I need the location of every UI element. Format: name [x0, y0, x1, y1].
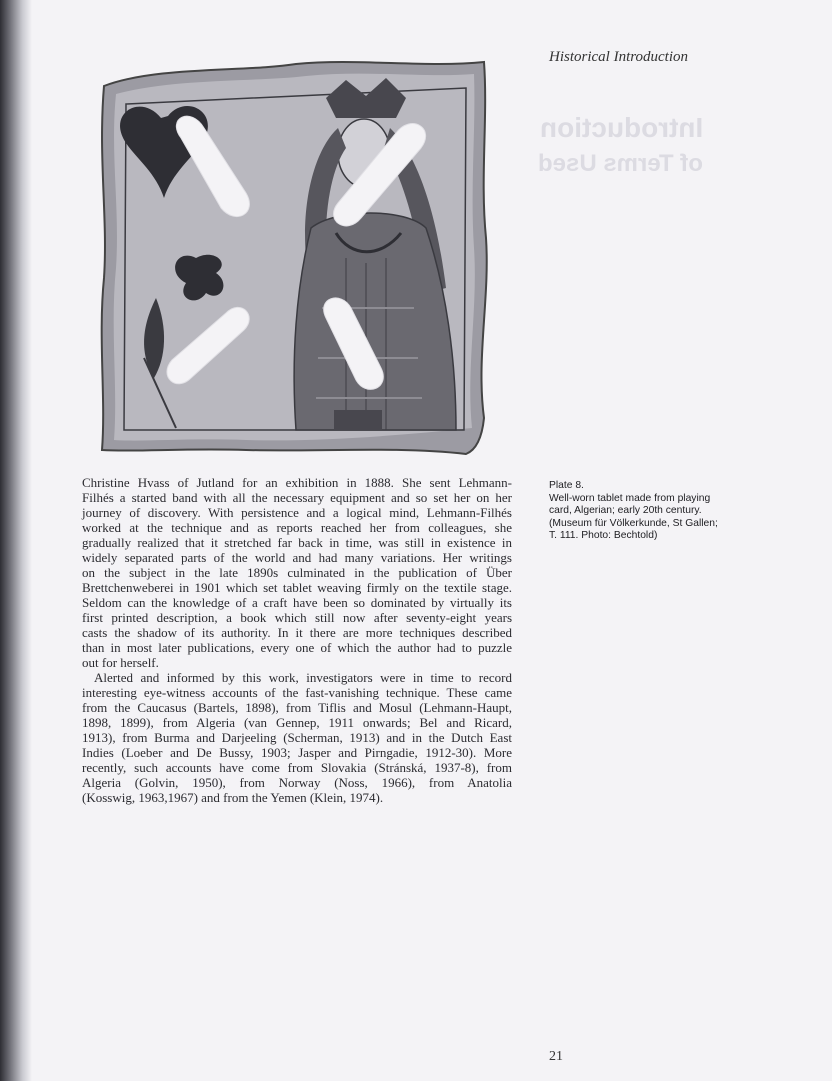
playing-card-tablet-image: [96, 58, 490, 456]
plate-caption: [549, 480, 759, 543]
text-line: gradually realized that it stretched far back in time, was still in existence in: [82, 535, 512, 550]
text-line: Brettchenweberei in 1901 which set tablet weaving firmly on the textile stage.: [82, 580, 512, 595]
text-line: than in most later publications, every one of which the author had to puzzle: [82, 640, 512, 655]
text-line: Filhés a started band with all the necessary equipment and so set her on her: [82, 490, 512, 505]
text-line: casts the shadow of its authority. In it there are more techniques described: [82, 625, 512, 640]
text-line: on the subject in the late 1890s culminated in the publication of Über: [82, 565, 512, 580]
text-line: Christine Hvass of Jutland for an exhibition in 1888. She sent Lehmann-: [82, 475, 512, 490]
text-line: interesting eye-witness accounts of the fast-vanishing technique. These came: [82, 685, 512, 700]
running-head: Historical Introduction: [549, 49, 689, 65]
show-through-text: of Terms Used: [538, 150, 703, 177]
page-number: 21: [549, 1049, 563, 1064]
paragraph-1: [82, 475, 512, 670]
paragraph-2: [82, 670, 512, 805]
page-gutter-shadow: [0, 0, 32, 1081]
text-line: worked at the technique and as reports reached her from colleagues, she: [82, 520, 512, 535]
text-line: out for herself.: [82, 655, 159, 670]
caption-line: T. 111. Photo: Bechtold): [549, 530, 658, 541]
caption-line: Well-worn tablet made from playing: [549, 492, 711, 504]
show-through-text: Introduction: [540, 112, 704, 143]
text-line: widely separated parts of the world and had many variations. Her writings: [82, 550, 512, 565]
text-line: Algeria (Golvin, 1950), from Norway (Noss, 1966), from Anatolia: [82, 775, 512, 790]
text-line: recently, such accounts have come from Slovakia (Stránská, 1937-8), from: [82, 760, 512, 775]
caption-line: (Museum für Völkerkunde, St Gallen;: [549, 517, 718, 529]
caption-line: Plate 8.: [549, 480, 584, 491]
text-line: 1913), from Burma and Darjeeling (Scherman, 1913) and in the Dutch East: [82, 730, 512, 745]
body-text: [82, 475, 512, 805]
text-line: first printed description, a book which still now after seventy-eight years: [82, 610, 512, 625]
text-line: 1898, 1899), from Algeria (van Gennep, 1911 onwards; Bel and Ricard,: [82, 715, 512, 730]
text-line: Indies (Loeber and De Bussy, 1903; Jasper and Pirngadie, 1912-30). More: [82, 745, 512, 760]
text-line: journey of discovery. With persistence and a logical mind, Lehmann-Filhés: [82, 505, 512, 520]
text-line: Seldom can the knowledge of a craft have been so dominated by virtually its: [82, 595, 512, 610]
plate-image: [96, 58, 490, 456]
text-line: Alerted and informed by this work, investigators were in time to record: [94, 670, 512, 685]
caption-line: card, Algerian; early 20th century.: [549, 505, 702, 516]
text-line: from the Caucasus (Bartels, 1898), from Tiflis and Mosul (Lehmann-Haupt,: [82, 700, 512, 715]
text-line: (Kosswig, 1963,1967) and from the Yemen (Klein, 1974).: [82, 790, 384, 805]
